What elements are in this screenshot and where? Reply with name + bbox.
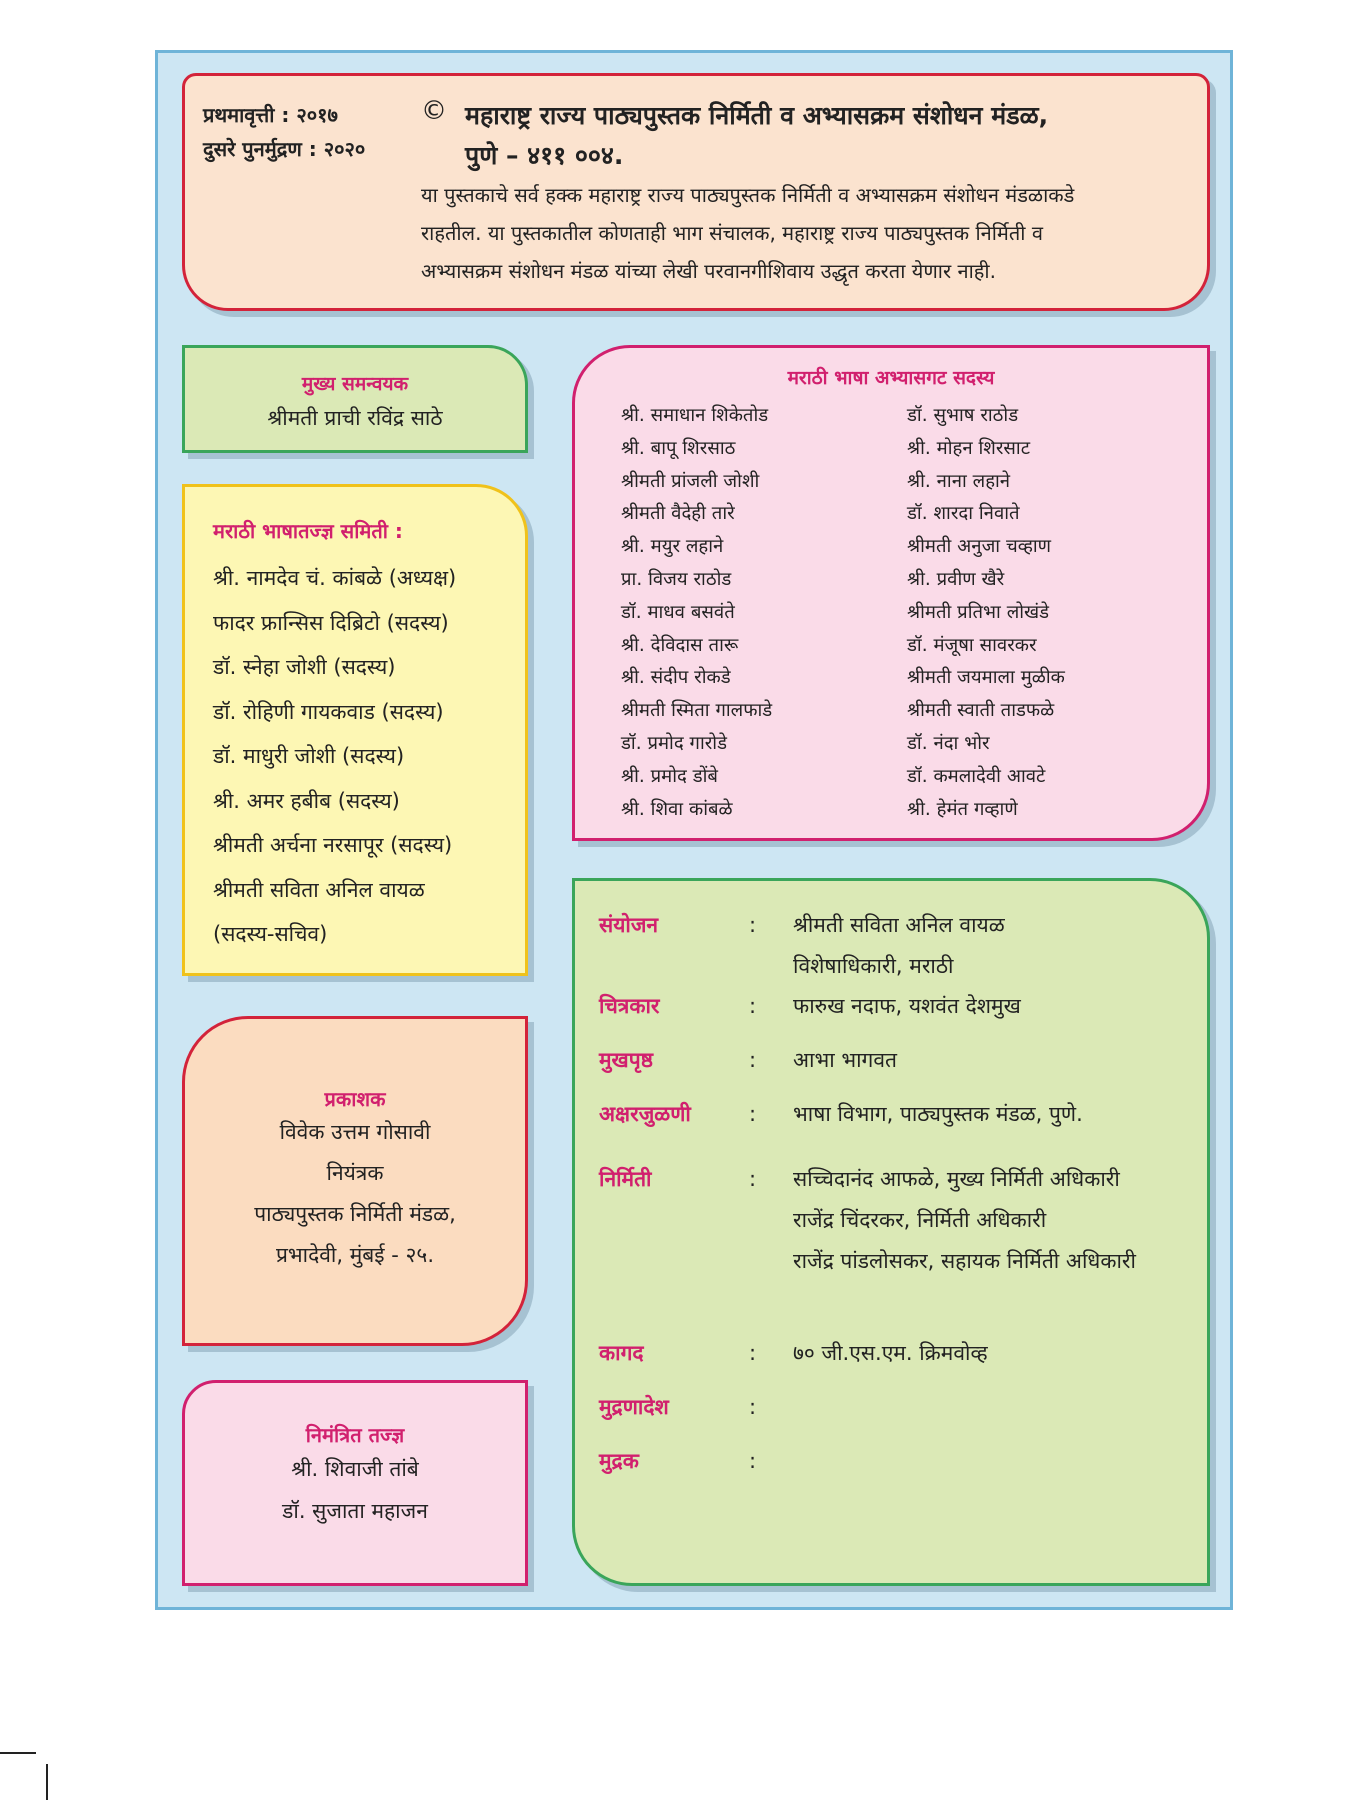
study-group-member: डॉ. मंजूषा सावरकर xyxy=(907,634,1037,656)
edition-reprint: दुसरे पुनर्मुद्रण : २०२० xyxy=(203,137,366,161)
publisher-line: पाठ्यपुस्तक निर्मिती मंडळ, xyxy=(254,1202,456,1226)
publisher-line: विवेक उत्तम गोसावी xyxy=(279,1120,431,1144)
credits-box xyxy=(572,878,1210,1586)
study-group-member: डॉ. कमलादेवी आवटे xyxy=(907,765,1046,787)
publisher-heading: प्रकाशक xyxy=(324,1087,386,1111)
invited-heading: निमंत्रित तज्ज्ञ xyxy=(305,1423,405,1447)
copyright-symbol: © xyxy=(421,96,447,126)
credit-colon: : xyxy=(749,1048,757,1072)
credit-label: अक्षरजुळणी xyxy=(599,1102,691,1126)
study-group-member: श्री. हेमंत गव्हाणे xyxy=(907,798,1018,820)
credit-value xyxy=(793,905,1005,987)
study-group-member: श्री. देविदास तारू xyxy=(621,634,739,656)
credit-value: भाषा विभाग, पाठ्यपुस्तक मंडळ, पुणे. xyxy=(793,1102,1083,1126)
committee-heading: मराठी भाषातज्ज्ञ समिती : xyxy=(213,519,403,543)
study-group-member: श्रीमती जयमाला मुळीक xyxy=(907,667,1065,689)
credit-colon: : xyxy=(749,1395,757,1419)
committee-member: डॉ. माधुरी जोशी (सदस्य) xyxy=(213,744,405,768)
study-group-member: श्री. समाधान शिकेतोड xyxy=(621,405,769,426)
coordinator-heading: मुख्य समन्वयक xyxy=(301,373,409,395)
study-group-member: डॉ. माधव बसवंते xyxy=(621,601,735,623)
rights-line-3: अभ्यासक्रम संशोधन मंडळ यांच्या लेखी परवानगीशिवाय उद्धृत करता येणार नाही. xyxy=(421,259,996,283)
credit-value-line: विशेषाधिकारी, मराठी xyxy=(793,954,954,978)
study-group-member: श्री. प्रवीण खैरे xyxy=(907,568,1005,590)
study-group-member: डॉ. शारदा निवाते xyxy=(907,503,1020,525)
credit-colon: : xyxy=(749,994,757,1018)
credit-value: ७० जी.एस.एम. क्रिमवोव्ह xyxy=(793,1341,988,1365)
committee-member: (सदस्य-सचिव) xyxy=(213,922,328,946)
credit-value-line: राजेंद्र चिंदरकर, निर्मिती अधिकारी xyxy=(793,1208,1047,1232)
study-group-member: श्रीमती प्रांजली जोशी xyxy=(621,470,760,492)
committee-member: डॉ. रोहिणी गायकवाड (सदस्य) xyxy=(213,699,444,724)
study-group-member: डॉ. नंदा भोर xyxy=(907,732,990,754)
credit-colon: : xyxy=(749,1102,757,1126)
credit-value-line: श्रीमती सविता अनिल वायळ xyxy=(793,913,1005,937)
study-group-member: श्री. संदीप रोकडे xyxy=(621,667,731,689)
study-group-member: श्रीमती स्मिता गालफाडे xyxy=(621,700,773,722)
committee-member: श्रीमती सविता अनिल वायळ xyxy=(213,877,425,902)
edition-info xyxy=(203,98,365,166)
committee-member: श्री. अमर हबीब (सदस्य) xyxy=(213,788,400,813)
committee-member: फादर फ्रान्सिस दिब्रिटो (सदस्य) xyxy=(213,610,449,635)
study-group-member: श्रीमती अनुजा चव्हाण xyxy=(907,536,1052,558)
credit-value: आभा भागवत xyxy=(793,1048,898,1072)
study-group-member: डॉ. सुभाष राठोड xyxy=(907,405,1019,426)
credit-label: निर्मिती xyxy=(599,1167,652,1191)
invited-expert: डॉ. सुजाता महाजन xyxy=(282,1499,428,1523)
credit-label: संयोजन xyxy=(599,913,659,937)
study-group-member: श्री. शिवा कांबळे xyxy=(621,798,733,820)
credit-colon: : xyxy=(749,1341,757,1365)
credit-label: चित्रकार xyxy=(599,994,660,1018)
coordinator-name: श्रीमती प्राची रविंद्र साठे xyxy=(267,406,443,430)
copyright-box xyxy=(182,73,1210,311)
credit-label: मुद्रणादेश xyxy=(599,1395,669,1419)
credit-value xyxy=(793,1159,1136,1282)
study-group-member: श्रीमती प्रतिभा लोखंडे xyxy=(907,601,1050,623)
org-line-1: महाराष्ट्र राज्य पाठ्यपुस्तक निर्मिती व अभ्यासक्रम संशोधन मंडळ, xyxy=(465,101,1049,130)
study-group-member: श्री. प्रमोद डोंबे xyxy=(621,765,718,787)
crop-mark-horizontal xyxy=(0,1752,36,1754)
coordinator-box xyxy=(182,345,528,453)
crop-mark-vertical xyxy=(46,1764,48,1800)
credit-colon: : xyxy=(749,913,757,937)
study-group-member: प्रा. विजय राठोड xyxy=(621,568,732,590)
credit-value-line: सच्चिदानंद आफळे, मुख्य निर्मिती अधिकारी xyxy=(793,1167,1120,1191)
study-group-member: श्री. बापू शिरसाठ xyxy=(621,437,736,459)
invited-expert: श्री. शिवाजी तांबे xyxy=(291,1457,419,1481)
study-group-heading: मराठी भाषा अभ्यासगट सदस्य xyxy=(787,367,995,389)
committee-box xyxy=(182,484,528,976)
study-group-member: डॉ. प्रमोद गारोडे xyxy=(621,732,727,754)
credit-label: कागद xyxy=(599,1341,644,1365)
study-group-right-column xyxy=(907,400,1065,826)
committee-member: श्रीमती अर्चना नरसापूर (सदस्य) xyxy=(213,833,453,857)
edition-first: प्रथमावृत्ती : २०१७ xyxy=(203,103,338,127)
publisher-box xyxy=(182,1016,528,1346)
rights-line-2: राहतील. या पुस्तकातील कोणताही भाग संचालक, महाराष्ट्र राज्य पाठ्यपुस्तक निर्मिती व xyxy=(421,221,1043,245)
rights-line-1: या पुस्तकाचे सर्व हक्क महाराष्ट्र राज्य पाठ्यपुस्तक निर्मिती व अभ्यासक्रम संशोधन मंडळाकडे xyxy=(421,183,1075,207)
study-group-member: श्रीमती वैदेही तारे xyxy=(621,503,735,525)
study-group-member: श्री. मोहन शिरसाट xyxy=(907,437,1031,459)
study-group-member: श्री. नाना लहाने xyxy=(907,470,1011,492)
credit-value-line: राजेंद्र पांडलोसकर, सहायक निर्मिती अधिकारी xyxy=(793,1249,1136,1273)
credit-colon: : xyxy=(749,1449,757,1473)
credit-value: फारुख नदाफ, यशवंत देशमुख xyxy=(793,994,1021,1018)
study-group-box xyxy=(572,345,1210,841)
study-group-left-column xyxy=(621,400,772,826)
publisher-line: नियंत्रक xyxy=(326,1161,384,1185)
copyright-org xyxy=(465,96,1165,176)
committee-member: श्री. नामदेव चं. कांबळे (अध्यक्ष) xyxy=(213,566,457,590)
rights-text xyxy=(421,176,1181,290)
publisher-line: प्रभादेवी, मुंबई - २५. xyxy=(275,1243,435,1267)
study-group-member: श्रीमती स्वाती ताडफळे xyxy=(907,700,1055,722)
credit-colon: : xyxy=(749,1167,757,1191)
credit-label: मुद्रक xyxy=(599,1449,639,1473)
invited-experts-box xyxy=(182,1380,528,1586)
committee-member: डॉ. स्नेहा जोशी (सदस्य) xyxy=(213,655,396,679)
credit-label: मुखपृष्ठ xyxy=(599,1048,654,1072)
org-line-2: पुणे – ४११ ००४. xyxy=(465,141,624,170)
study-group-member: श्री. मयुर लहाने xyxy=(621,536,724,558)
